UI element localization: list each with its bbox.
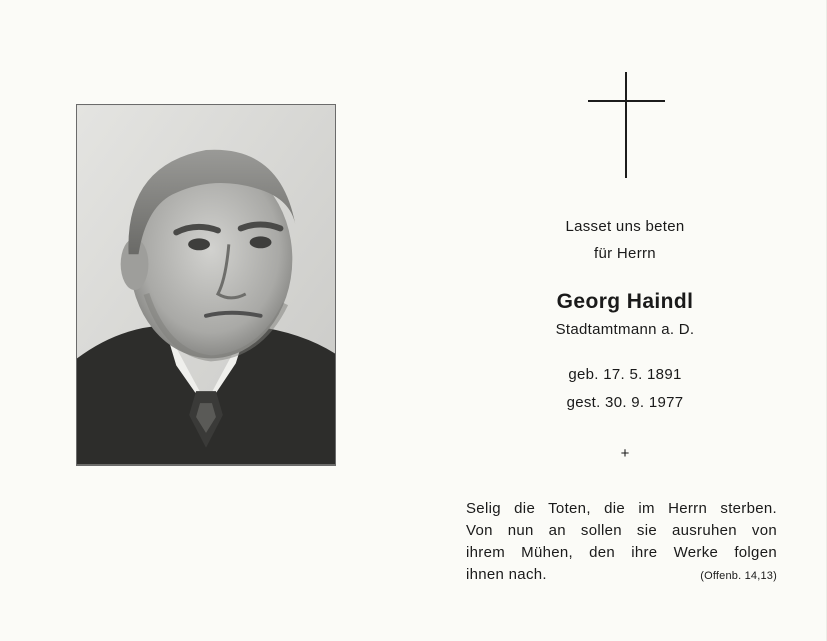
verse-reference: (Offenb. 14,13) [700, 570, 777, 582]
separator-plus: + [620, 445, 630, 462]
cross-vertical-bar [625, 72, 627, 178]
deceased-name: Georg Haindl [556, 290, 694, 313]
bible-verse [466, 498, 777, 587]
death-date: gest. 30. 9. 1977 [566, 394, 684, 411]
portrait-image [77, 105, 335, 465]
verse-last-line [466, 564, 777, 587]
prayer-line-1: Lasset uns beten [565, 218, 685, 235]
deceased-title: Stadtamtmann a. D. [555, 321, 695, 338]
birth-date: geb. 17. 5. 1891 [568, 366, 682, 383]
verse-line: ihrem Mühen, den ihre Werke folgen [466, 544, 777, 561]
verse-line: Selig die Toten, die im Herrn sterben. [466, 500, 777, 517]
verse-line: ihnen nach. [466, 566, 547, 583]
verse-line: Von nun an sollen sie ausruhen von [466, 522, 777, 539]
prayer-line-2: für Herrn [594, 245, 656, 262]
portrait-photo [76, 104, 336, 466]
cross-horizontal-bar [588, 100, 665, 102]
cross-icon [588, 72, 665, 178]
